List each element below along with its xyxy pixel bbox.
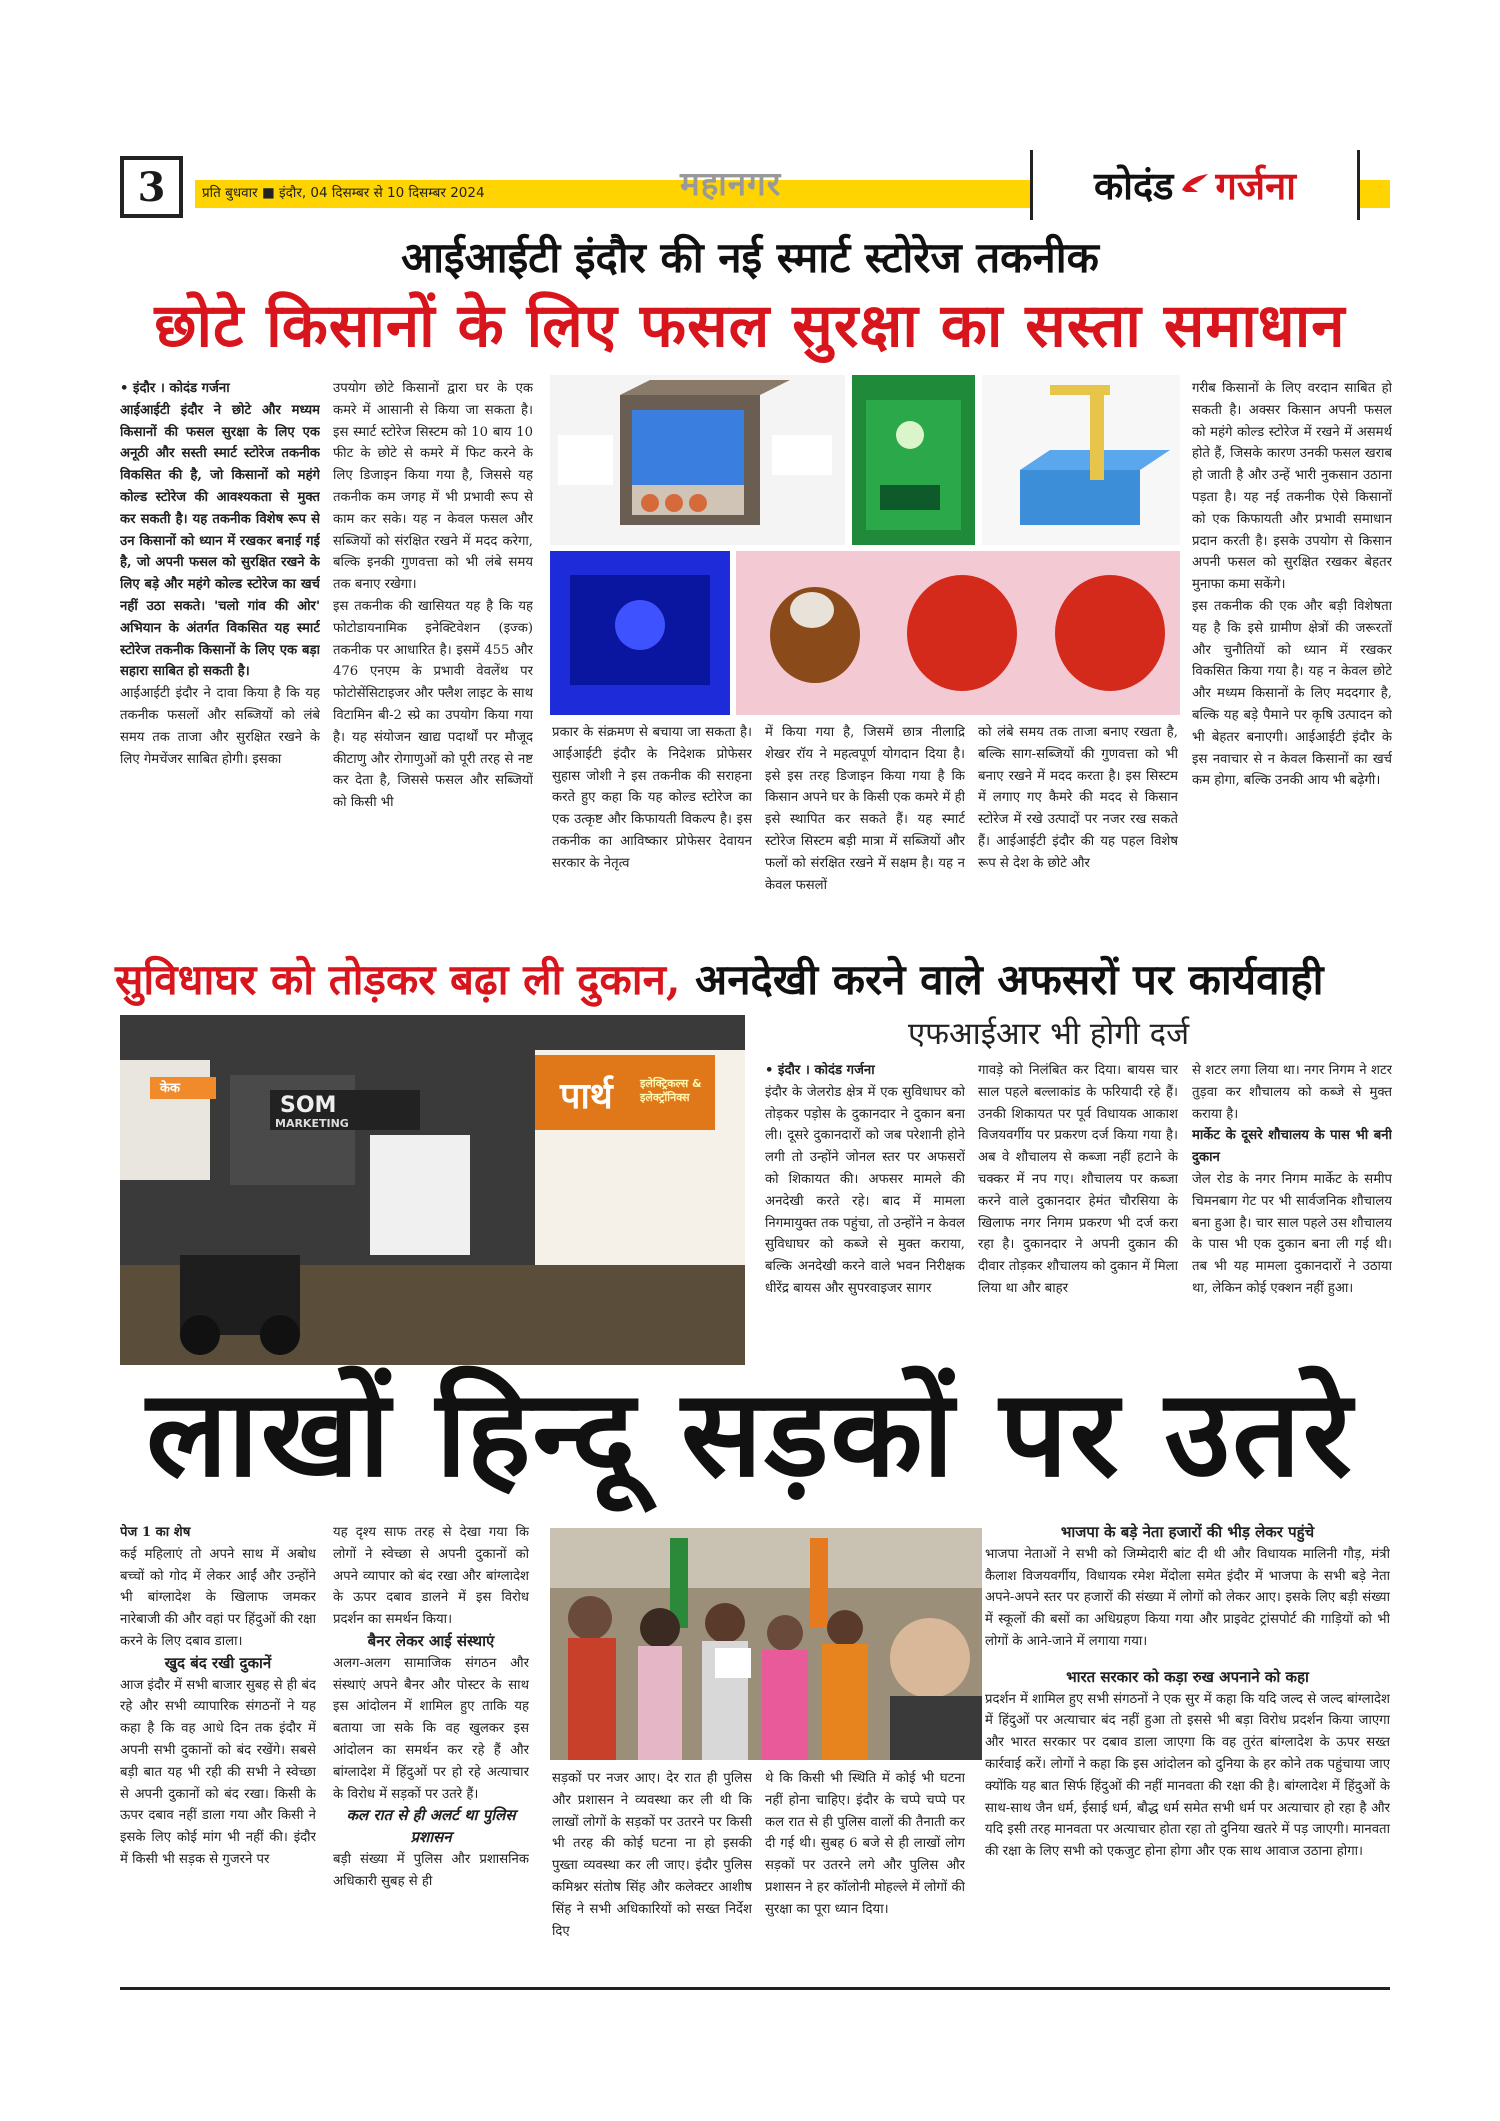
article3-col3 [552, 1768, 752, 1982]
dateline: प्रति बुधवार ■ इंदौर, 04 दिसम्बर से 10 दिसम्बर 2024 [202, 185, 485, 201]
storage-system-photos [550, 375, 1180, 715]
shop-sign-marketing: MARKETING [275, 1117, 349, 1130]
article3-right-col [985, 1522, 1390, 1982]
article1-col6 [1192, 378, 1392, 938]
article2-col3 [1192, 1060, 1392, 1370]
shop-sign-som: SOM [280, 1093, 337, 1118]
shop-sign-parth-sub: इलेक्ट्रिकल्स & इलेक्ट्रॉनिक्स [640, 1077, 702, 1104]
shop-sign-cake: केक [160, 1081, 180, 1096]
shop-street-photo [120, 1015, 745, 1365]
article3-col1-subhead: पेज 1 का शेष [120, 1525, 191, 1540]
article3-right-subhead2: भारत सरकार को कड़ा रुख अपनाने को कहा [1066, 1667, 1309, 1686]
article3-col2-p2: अलग-अलग सामाजिक संगठन और संस्थाएं अपने बैनर और पोस्टर के साथ इस आंदोलन में शामिल हुए ताकि यह बताया जा सके कि वह खुलकर इस आंदोलन का समर्थन कर रहे हैं और बांग्लादेश में हिंदुओं पर हो रहे अत्याचार के विरोध में सड़कों पर उतरे हैं। [333, 1655, 529, 1802]
article3-col1-p2: आज इंदौर में सभी बाजार सुबह से ही बंद रहे और सभी व्यापारिक संगठनों ने यह कहा है कि वह आधे दिन तक इंदौर में अपनी सभी दुकानों को बंद रखेंगे। सबसे बड़ी बात यह भी रही की सभी ने स्वेच्छा से अपनी दुकानों को बंद रखा। किसी के ऊपर दबाव नहीं डाला गया और किसी ने इसके लिए कोई मांग भी नहीं की। इंदौर में किसी भी सड़क से गुजरने पर [120, 1677, 316, 1867]
article2-col1-text: इंदौर के जेलरोड क्षेत्र में एक सुविधाघर को तोड़कर पड़ोस के दुकानदार ने दुकान बना ली। दूसरे दुकानदारों को जब परेशानी होने लगी तो उन्होंने जोनल स्तर पर अफसरों को शिकायत की। अफसर मामले की अनदेखी करते रहे। बाद में मामला निगमायुक्त तक पहुंचा, तो उन्होंने न केवल सुविधाघर को कब्जे से मुक्त कराया, बल्कि अनदेखी करने वाले भवन निरीक्षक धीरेंद्र बायस और सुपरवाइजर सागर [765, 1084, 965, 1296]
article3-col3-text: सड़कों पर नजर आए। देर रात ही पुलिस और प्रशासन ने व्यवस्था कर ली थी कि लाखों लोगों के सड़कों पर उतरने पर किसी भी तरह की कोई घटना ना हो इसकी पुख्ता व्यवस्था कर ली जाए। इंदौर पुलिस कमिश्नर संतोष सिंह और कलेक्टर आशीष सिंह ने सभी अधिकारियों को सख्त निर्देश दिए [552, 1771, 752, 1939]
newspaper-logo [1030, 150, 1360, 220]
bird-icon [1180, 170, 1210, 200]
article1-col6-p2: इस तकनीक की एक और बड़ी विशेषता यह है कि इसे ग्रामीण क्षेत्रों की जरूरतों और चुनौतियों को ध्यान में रखकर विकसित किया गया है। यह न केवल छोटे और मध्यम किसानों के लिए मददगार है, बल्कि यह बड़े पैमाने पर कृषि उत्पादन को भी बेहतर बनाएगी। आईआईटी इंदौर के इस नवाचार से न केवल किसानों का खर्च कम होगा, बल्कि उनकी आय भी बढ़ेगी। [1192, 598, 1392, 789]
article1-headline: छोटे किसानों के लिए फसल सुरक्षा का सस्ता समाधान [154, 291, 1346, 361]
article1-kicker: आईआईटी इंदौर की नई स्मार्ट स्टोरेज तकनीक [401, 233, 1099, 282]
article3-col1-subhead2: खुद बंद रखी दुकानें [164, 1653, 272, 1672]
article3-col2-p1: यह दृश्य साफ तरह से देखा गया कि लोगों ने स्वेच्छा से अपनी दुकानों को अपने व्यापार को बंद रखा और बांग्लादेश के ऊपर दबाव डालने में इस विरोध प्रदर्शन का समर्थन किया। [333, 1525, 529, 1628]
article3-photo [550, 1528, 982, 1760]
article1-col4 [765, 722, 965, 938]
article3-right-p1: भाजपा नेताओं ने सभी को जिम्मेदारी बांट दी थी और विधायक मालिनी गौड़, मंत्री कैलाश विजयवर्गीय, विधायक रमेश मेंदोला समेत इंदौर में भाजपा के सभी बड़े नेता अपने-अपने स्तर पर हजारों की संख्या में लोगों को लेकर आए। इसके लिए बड़ी संख्या में स्कूलों की बसों का अधिग्रहण किया गया और प्राइवेट ट्रांसपोर्ट की गाड़ियों को भी लोगों के आने-जाने में लगाया गया। [985, 1546, 1390, 1649]
article3-col2-p3: बड़ी संख्या में पुलिस और प्रशासनिक अधिकारी सुबह से ही [333, 1851, 529, 1889]
article1-col5-text: को लंबे समय तक ताजा बनाए रखता है, बल्कि साग-सब्जियों की गुणवत्ता को भी बनाए रखने में मदद करता है। इस सिस्टम में लगाए गए कैमरे की मदद से किसान स्टोरेज में रखे उत्पादों पर नजर रख सकते हैं। आईआईटी इंदौर की यह पहल विशेष रूप से देश के छोटे और [978, 725, 1178, 871]
article1-col3-text: प्रकार के संक्रमण से बचाया जा सकता है। आईआईटी इंदौर के निदेशक प्रोफेसर सुहास जोशी ने इस तकनीक की सराहना करते हुए कहा कि यह कोल्ड स्टोरेज का एक उत्कृष्ट और किफायती विकल्प है। इस तकनीक का आविष्कार प्रोफेसर देवायन सरकार के नेतृत्व [552, 725, 752, 871]
article2-byline: • इंदौर । कोदंड गर्जना [765, 1063, 875, 1078]
section-title: महानगर [680, 164, 782, 203]
article2-col3-p1: से शटर लगा लिया था। नगर निगम ने शटर तुड़वा कर शौचालय को कब्जे से मुक्त कराया है। [1192, 1063, 1392, 1122]
protest-photo [550, 1528, 982, 1760]
article1-photo-collage [550, 375, 1180, 715]
article2-subhead: एफआईआर भी होगी दर्ज [908, 1016, 1190, 1052]
article1-col2 [333, 378, 533, 938]
article2-col3-p2: जेल रोड के नगर निगम मार्केट के समीप चिमनबाग गेट पर भी सार्वजनिक शौचालय बना हुआ है। चार साल पहले उस शौचालय के पास भी एक दुकान बना ली गई थी। तब भी यह मामला दुकानदारों ने उठाया था, लेकिन कोई एक्शन नहीं हुआ। [1192, 1171, 1392, 1296]
article2-col3-subhead: मार्केट के दूसरे शौचालय के पास भी बनी दुकान [1192, 1128, 1392, 1166]
article2-headline [115, 950, 1415, 1007]
article1-col3 [552, 722, 752, 938]
logo-text-part2: गर्जना [1215, 164, 1297, 208]
article3-col2-subhead: बैनर लेकर आई संस्थाएं [367, 1631, 495, 1650]
article3-headline: लाखों हिन्दू सड़कों पर उतरे [146, 1365, 1354, 1504]
article2-col2 [978, 1060, 1178, 1370]
article1-col2-p2: इस तकनीक की खासियत यह है कि यह फोटोडायनामिक इनेक्टिवेशन (इज्क) तकनीक पर आधारित है। इसमें 455 और 476 एनएम के प्रभावी वेवलेंथ पर फोटोसेंसिटाइजर और फ्लैश लाइट के साथ विटामिन बी-2 स्प्रे का उपयोग किया गया है। यह संयोजन खाद्य पदार्थों पर मौजूद कीटाणु और रोगाणुओं को पूरी तरह से नष्ट कर देता है, जिससे फसल और सब्जियों को किसी भी [333, 598, 533, 811]
article1-col2-p1: उपयोग छोटे किसानों द्वारा घर के एक कमरे में आसानी से किया जा सकता है। इस स्मार्ट स्टोरेज सिस्टम को 10 बाय 10 फीट के छोटे से कमरे में फिट करने के लिए डिजाइन किया गया है, जिससे यह तकनीक कम जगह में भी प्रभावी रूप से काम कर सके। यह न केवल फसल और सब्जियों को संरक्षित रखने में मदद करेगा, बल्कि इनकी गुणवत्ता को भी लंबे समय तक बनाए रखेगा। [333, 381, 533, 593]
article1-col1-body: आईआईटी इंदौर ने दावा किया है कि यह तकनीक फसलों और सब्जियों को लंबे समय तक ताजा और सुरक्षित रखने के लिए गेमचेंजर साबित होगी। इसका [120, 686, 320, 767]
article3-col2 [333, 1522, 529, 1982]
article2-headline-black: अनदेखी करने वाले अफसरों पर कार्यवाही [695, 955, 1324, 1004]
article2-photo [120, 1015, 745, 1365]
article1-col6-p1: गरीब किसानों के लिए वरदान साबित हो सकती है। अक्सर किसान अपनी फसल को महंगे कोल्ड स्टोरेज में रखने में असमर्थ होते हैं, जिसके कारण उनकी फसल खराब हो जाती है और उन्हें भारी नुकसान उठाना पड़ता है। यह नई तकनीक ऐसे किसानों को एक किफायती और प्रभावी समाधान प्रदान करती है। इसके उपयोग से किसान अपनी फसल को सुरक्षित रखकर बेहतर मुनाफा कमा सकेंगे। [1192, 381, 1392, 593]
logo-text-part1: कोदंड [1093, 164, 1174, 208]
article2-col2-text: गावड़े को निलंबित कर दिया। बायस चार साल पहले बल्लाकांड के फरियादी रहे हैं। उनकी शिकायत पर पूर्व विधायक आकाश विजयवर्गीय पर प्रकरण दर्ज किया गया है। अब वे शौचालय से कब्जा नहीं हटाने के चक्कर में नप गए। शौचालय पर कब्जा करने वाले दुकानदार हेमंत चौरसिया के खिलाफ नगर निगम प्रकरण भी दर्ज करा रहा है। दुकानदार ने अपनी दुकान की दीवार तोड़कर शौचालय को दुकान में मिला लिया था और बाहर [978, 1063, 1178, 1296]
article3-right-p2: प्रदर्शन में शामिल हुए सभी संगठनों ने एक सुर में कहा कि यदि जल्द से जल्द बांग्लादेश में हिंदुओं पर अत्याचार बंद नहीं हुआ तो इससे भी बड़ा विरोध प्रदर्शन किया जाएगा और भारत सरकार पर दबाव डाला जाएगा कि वह तुरंत बांग्लादेश के ऊपर सख्त कार्रवाई करें। लोगों ने कहा कि इस आंदोलन को दुनिया के हर कोने तक पहुंचाया जाए क्योंकि यह बात सिर्फ हिंदुओं की नहीं मानवता की रक्षा की है। बांग्लादेश में हिंदुओं के साथ-साथ जैन धर्म, ईसाई धर्म, बौद्ध धर्म समेत सभी धर्म पर अत्याचार हो रहा है और यदि इसी तरह मानवता पर अत्याचार होता रहा तो दुनिया खतरे में पड़ जाएगी। मानवता की रक्षा के लिए सभी को एकजुट होना होगा और एक साथ आवाज उठाना होगा। [985, 1691, 1390, 1860]
article3-col2-subhead2: कल रात से ही अलर्ट था पुलिस प्रशासन [346, 1806, 516, 1847]
page-number: 3 [120, 156, 183, 218]
article1-col1 [120, 378, 320, 938]
article3-col4 [765, 1768, 965, 1982]
article1-col5 [978, 722, 1178, 938]
article2-headline-red: सुविधाघर को तोड़कर बढ़ा ली दुकान, [115, 955, 681, 1004]
article2-col1 [765, 1060, 965, 1370]
bottom-rule [120, 1987, 1390, 1990]
article3-col1-p1: कई महिलाएं तो अपने साथ में अबोध बच्चों को गोद में लेकर आईं और उन्होंने भी बांग्लादेश के खिलाफ जमकर नारेबाजी की और वहां पर हिंदुओं की रक्षा करने के लिए दबाव डाला। [120, 1546, 316, 1649]
article1-col4-text: में किया गया है, जिसमें छात्र नीलाद्रि शेखर रॉय ने महत्वपूर्ण योगदान दिया है। इसे इस तरह डिजाइन किया गया है कि किसान अपने घर के किसी एक कमरे में ही इसे स्थापित कर सकते हैं। यह स्मार्ट स्टोरेज सिस्टम बड़ी मात्रा में सब्जियों और फलों को संरक्षित रखने में सक्षम है। यह न केवल फसलों [765, 725, 965, 893]
article1-lead: आईआईटी इंदौर ने छोटे और मध्यम किसानों की फसल सुरक्षा के लिए एक अनूठी और सस्ती स्मार्ट स्टोरेज तकनीक विकसित की है, जो किसानों को महंगे कोल्ड स्टोरेज की आवश्यकता से मुक्त कर सकती है। यह तकनीक विशेष रूप से उन किसानों को ध्यान में रखकर बनाई गई है, जो अपनी फसल को सुरक्षित रखने के लिए बड़े और महंगे कोल्ड स्टोरेज का खर्च नहीं उठा सकते। 'चलो गांव की ओर' अभियान के अंतर्गत विकसित यह स्मार्ट स्टोरेज तकनीक किसानों के लिए एक बड़ा सहारा साबित हो सकती है। [120, 402, 320, 680]
article3-col1 [120, 1522, 316, 1982]
article3-right-subhead1: भाजपा के बड़े नेता हजारों की भीड़ लेकर पहुंचे [1060, 1523, 1315, 1541]
article3-col4-text: थे कि किसी भी स्थिति में कोई भी घटना नहीं होना चाहिए। इंदौर के चप्पे चप्पे पर कल रात से ही पुलिस वालों की तैनाती कर दी गई थी। सुबह 6 बजे से ही लाखों लोग सड़कों पर उतरने लगे और पुलिस और प्रशासन ने हर कॉलोनी मोहल्ले में लोगों की सुरक्षा का पूरा ध्यान दिया। [765, 1771, 965, 1917]
article1-byline: • इंदौर । कोदंड गर्जना [120, 381, 230, 396]
shop-sign-parth: पार्थ [560, 1076, 613, 1117]
